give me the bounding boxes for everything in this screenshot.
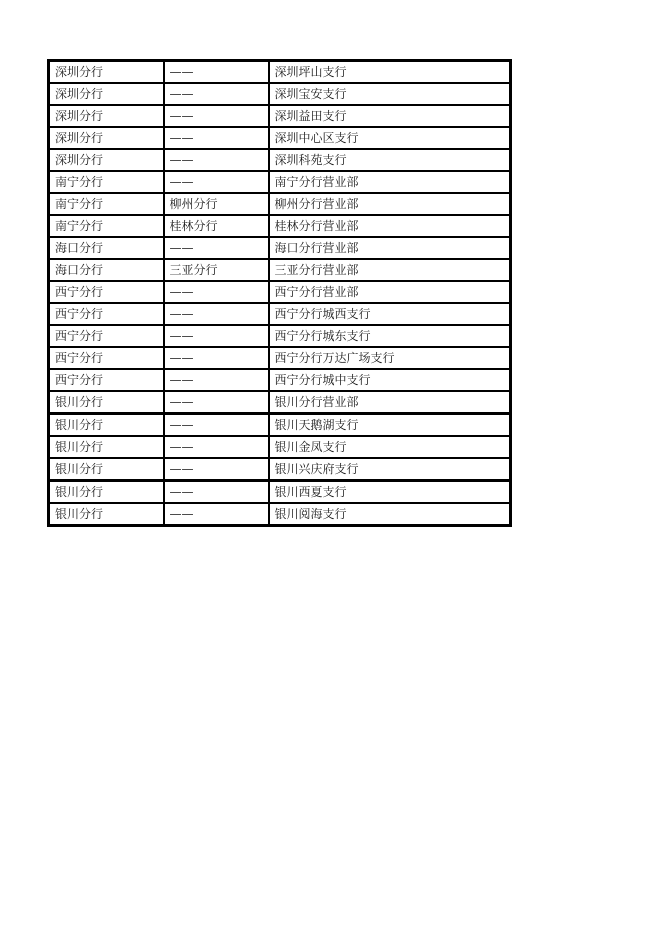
table-cell: 银川天鹅湖支行: [269, 414, 511, 437]
table-row: [49, 303, 511, 325]
table-cell: 海口分行: [49, 237, 164, 259]
table-cell: 西宁分行万达广场支行: [269, 347, 511, 369]
table-row: [49, 347, 511, 369]
table-row: [49, 481, 511, 504]
table-cell: ——: [164, 391, 269, 414]
table-cell: 南宁分行: [49, 193, 164, 215]
table-cell: ——: [164, 458, 269, 481]
table-row: [49, 325, 511, 347]
table-row: [49, 259, 511, 281]
table-row: [49, 281, 511, 303]
table-cell: 深圳中心区支行: [269, 127, 511, 149]
table-cell: 三亚分行营业部: [269, 259, 511, 281]
table-cell: 南宁分行: [49, 215, 164, 237]
table-cell: ——: [164, 347, 269, 369]
table-cell: ——: [164, 303, 269, 325]
table-row: [49, 436, 511, 458]
table-cell: ——: [164, 281, 269, 303]
table-row: [49, 105, 511, 127]
table-cell: ——: [164, 481, 269, 504]
table-cell: 西宁分行: [49, 369, 164, 391]
table-cell: ——: [164, 61, 269, 84]
table-cell: 银川分行: [49, 458, 164, 481]
table-cell: 西宁分行城东支行: [269, 325, 511, 347]
table-cell: 银川阅海支行: [269, 503, 511, 526]
table-cell: 深圳益田支行: [269, 105, 511, 127]
table-row: [49, 193, 511, 215]
table-cell: 南宁分行营业部: [269, 171, 511, 193]
table-cell: 西宁分行城西支行: [269, 303, 511, 325]
table-cell: 深圳分行: [49, 61, 164, 84]
table-cell: 柳州分行营业部: [269, 193, 511, 215]
table-cell: 深圳分行: [49, 149, 164, 171]
table-cell: 深圳分行: [49, 127, 164, 149]
table-cell: 西宁分行: [49, 303, 164, 325]
table-cell: 银川分行: [49, 414, 164, 437]
table-row: [49, 237, 511, 259]
table-row: [49, 83, 511, 105]
table-cell: 银川分行: [49, 481, 164, 504]
table-cell: 海口分行营业部: [269, 237, 511, 259]
table-row: [49, 215, 511, 237]
table-row: [49, 127, 511, 149]
table-row: [49, 503, 511, 526]
branch-table: [47, 59, 512, 527]
table-cell: 银川分行: [49, 503, 164, 526]
table-cell: 桂林分行营业部: [269, 215, 511, 237]
table-cell: 深圳坪山支行: [269, 61, 511, 84]
table-cell: ——: [164, 237, 269, 259]
table-cell: ——: [164, 83, 269, 105]
table-cell: 深圳宝安支行: [269, 83, 511, 105]
table-cell: ——: [164, 503, 269, 526]
table-cell: 银川分行: [49, 391, 164, 414]
table-cell: 银川西夏支行: [269, 481, 511, 504]
table-row: [49, 369, 511, 391]
table-cell: ——: [164, 369, 269, 391]
table-cell: ——: [164, 149, 269, 171]
table-row: [49, 149, 511, 171]
table-cell: 银川金凤支行: [269, 436, 511, 458]
table-cell: ——: [164, 127, 269, 149]
table-cell: 西宁分行: [49, 325, 164, 347]
branch-table-body: [49, 61, 511, 526]
table-cell: ——: [164, 414, 269, 437]
table-cell: 银川分行: [49, 436, 164, 458]
table-cell: 深圳科苑支行: [269, 149, 511, 171]
table-cell: 柳州分行: [164, 193, 269, 215]
table-cell: 西宁分行城中支行: [269, 369, 511, 391]
table-cell: ——: [164, 105, 269, 127]
table-cell: 银川兴庆府支行: [269, 458, 511, 481]
table-row: [49, 391, 511, 414]
table-row: [49, 171, 511, 193]
table-cell: ——: [164, 325, 269, 347]
table-cell: 西宁分行: [49, 347, 164, 369]
table-cell: 西宁分行营业部: [269, 281, 511, 303]
table-cell: 海口分行: [49, 259, 164, 281]
table-cell: 南宁分行: [49, 171, 164, 193]
table-cell: 深圳分行: [49, 105, 164, 127]
table-cell: ——: [164, 436, 269, 458]
table-cell: 桂林分行: [164, 215, 269, 237]
table-cell: 三亚分行: [164, 259, 269, 281]
table-row: [49, 414, 511, 437]
table-row: [49, 61, 511, 84]
table-cell: 银川分行营业部: [269, 391, 511, 414]
table-cell: ——: [164, 171, 269, 193]
table-cell: 西宁分行: [49, 281, 164, 303]
table-cell: 深圳分行: [49, 83, 164, 105]
table-row: [49, 458, 511, 481]
